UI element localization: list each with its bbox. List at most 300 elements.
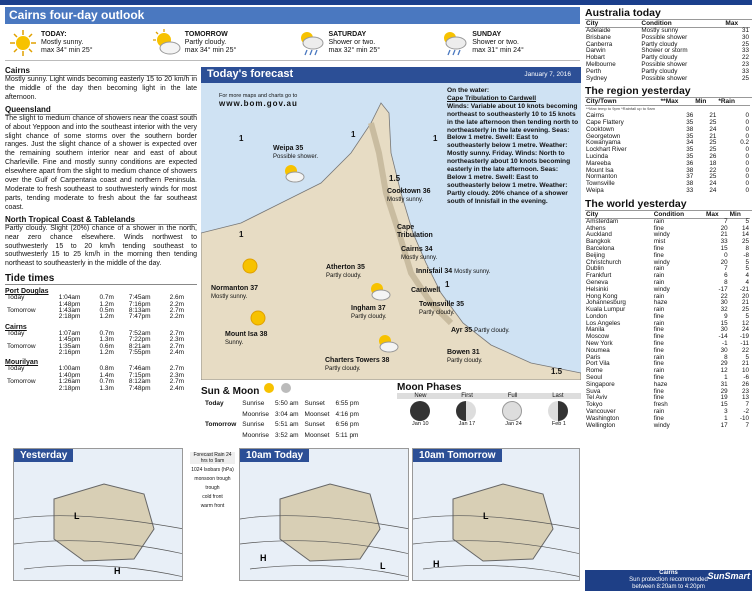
table-header: *Rain (717, 98, 750, 106)
phase-label: Full (507, 393, 518, 399)
svg-text:H: H (433, 559, 440, 569)
table-cell: 19 (720, 394, 728, 402)
table-cell: fine (653, 414, 664, 422)
queensland-heading: Queensland (5, 105, 197, 115)
table-cell: 36 (686, 159, 694, 167)
phase-labels (397, 393, 581, 399)
table-cell: -17 (718, 285, 728, 293)
marine-title: On the water: (447, 87, 490, 94)
legend-monsoon: monsoon trough (194, 476, 231, 482)
table-row (585, 76, 750, 83)
sun-icon (9, 29, 37, 57)
city-label (325, 357, 389, 373)
outlook-day-name: TOMORROW (184, 30, 228, 38)
table-cell: 29 (720, 360, 728, 368)
sun-moon-cell: Today (205, 400, 224, 407)
tide-cell: 1:00am (58, 365, 81, 373)
table-cell: 35 (686, 132, 694, 140)
table-cell: fine (653, 326, 664, 334)
table-cell: 33 (720, 238, 728, 246)
region-subnote (585, 106, 750, 113)
table-cell: Frankfurt (586, 272, 612, 280)
table-cell: 25 (709, 173, 717, 181)
table-cell: 29 (720, 387, 728, 395)
forecast-header (201, 67, 581, 83)
tide-cell: 7:48pm (128, 384, 151, 392)
table-cell: 26 (709, 152, 717, 160)
swell-marker: 1 (239, 134, 244, 143)
table-cell: 38 (686, 180, 694, 188)
table-cell: 0 (745, 125, 749, 133)
tide-cell: 0.6m (99, 342, 114, 350)
table-cell: Port Vila (586, 360, 610, 368)
table-cell: -14 (718, 333, 728, 341)
table-cell: 22 (720, 292, 728, 300)
table-cell: 21 (709, 112, 717, 120)
table-cell: fine (653, 224, 664, 232)
table-cell: Paris (586, 353, 601, 361)
outlook-day-cond: Shower or two. (328, 38, 376, 46)
city-name: Atherton 35 (326, 264, 365, 271)
region-subnote-text: **Max temp to 9pm *Rainfall up to 9am (586, 106, 655, 112)
table-cell: 35 (686, 118, 694, 126)
table-cell: 15 (720, 401, 728, 409)
moon-phases (397, 382, 581, 427)
sunsmart-banner (585, 570, 752, 591)
table-cell: rain (653, 265, 665, 273)
table-cell: rain (653, 367, 665, 375)
table-cell: -11 (740, 340, 749, 348)
city-label (273, 145, 318, 161)
table-cell: Cairns (586, 112, 605, 120)
table-cell: 7 (745, 421, 749, 429)
phase-icons (397, 401, 581, 421)
tide-cell: 2.7m (169, 378, 185, 386)
table-cell: windy (653, 421, 670, 429)
synoptic-chart (14, 449, 183, 581)
city-name: Cairns 34 (401, 246, 433, 253)
outlook-row (5, 25, 580, 61)
sun-moon-cell: 5:50 am (275, 400, 299, 407)
ntc-text: Partly cloudy. Slight (20%) chance of a shower in the north, near zero chance elsewhere. Winds northwest to southwesterly 15 to 20 km/h tending southeast to southwesterly 15 to 25 km/h in the morning then tending northeast to southeasterly in the middle of the day. (5, 224, 197, 268)
tide-cell: 2:18pm (58, 384, 81, 392)
tide-cell: 7:46am (128, 365, 151, 373)
table-cell: Amsterdam (586, 217, 619, 225)
tide-cell: 2.2m (169, 313, 185, 321)
table-cell: Partly cloudy (641, 67, 678, 75)
table-cell: 20 (720, 224, 728, 232)
table-cell: Darwin (586, 47, 606, 55)
city-label (411, 287, 440, 295)
city-name: Cape Tribulation (397, 224, 433, 239)
phase-label: New (414, 393, 427, 399)
outlook-day (293, 25, 437, 60)
table-cell: windy (653, 285, 670, 293)
table-header: City (585, 211, 653, 219)
tide-cell: 0.7m (99, 329, 114, 337)
sun-icon (262, 382, 276, 394)
table-cell: 22 (741, 54, 749, 62)
table-cell: 14 (741, 231, 749, 239)
table-cell: Perth (586, 67, 602, 75)
table-cell: Tel Aviv (586, 394, 608, 402)
sun-moon-row (203, 432, 361, 441)
svg-text:H: H (260, 553, 267, 563)
table-cell: 25 (741, 74, 749, 82)
table-cell: 21 (709, 132, 717, 140)
city-cond: Partly cloudy. (447, 358, 483, 364)
sun-moon-row (203, 400, 361, 409)
svg-text:L: L (74, 511, 80, 521)
table-cell: 25 (741, 306, 749, 314)
table-header: Condition (653, 211, 705, 219)
phase-date: Jan 24 (505, 421, 522, 427)
city-name: Ayr 35 (451, 327, 473, 334)
table-cell: Normanton (586, 173, 618, 181)
tide-cell: 2.4m (169, 349, 185, 357)
map-url[interactable]: www.bom.gov.au (219, 99, 298, 108)
table-cell: 34 (686, 139, 694, 147)
table-cell: 1 (724, 414, 728, 422)
tide-cell (5, 386, 57, 392)
table-cell: Vancouver (586, 408, 616, 416)
legend-trough: trough (205, 485, 220, 491)
table-cell: Tokyo (586, 401, 603, 409)
table-cell: 0.2 (740, 139, 749, 147)
table-cell: fine (653, 346, 664, 354)
table-cell: Possible shower (641, 33, 688, 41)
tide-cell: 0.8m (99, 365, 114, 373)
table-cell: Rome (586, 367, 603, 375)
table-cell: 0 (724, 251, 728, 259)
city-label (211, 285, 258, 301)
tide-cell: 2.6m (169, 294, 185, 302)
sun-moon-section (201, 382, 581, 442)
table-cell: 23 (741, 60, 749, 68)
tide-cell: 0.5m (99, 307, 114, 315)
table-cell: 9 (724, 312, 728, 320)
sun-moon-cell: Tomorrow (205, 421, 237, 428)
tide-cell: 2:18pm (58, 313, 81, 321)
table-row (585, 188, 750, 195)
partly-cloudy-icon (153, 29, 181, 57)
table-cell: Beijing (586, 251, 605, 259)
table-cell: Kuala Lumpur (586, 306, 626, 314)
city-name: Bowen 31 (447, 349, 480, 356)
region-table (585, 98, 750, 194)
table-cell: rain (653, 292, 665, 300)
city-label (351, 305, 387, 321)
table-cell: 8 (745, 244, 749, 252)
table-cell: 5 (745, 217, 749, 225)
synoptic-legend (190, 452, 235, 579)
table-header: Max (705, 211, 729, 219)
tide-cell: 0.7m (99, 294, 114, 302)
tide-cell: 7:22pm (128, 336, 151, 344)
forecast-map (201, 83, 581, 380)
table-cell: Barcelona (586, 244, 615, 252)
sun-moon-cell: 5:11 pm (335, 431, 359, 439)
table-cell: rain (653, 278, 665, 286)
tide-cell: 1:48pm (58, 300, 81, 308)
table-cell: 12 (720, 367, 728, 375)
table-cell: 15 (720, 319, 728, 327)
shower-icon (440, 29, 468, 57)
phase-date: Jan 10 (412, 421, 429, 427)
sun-moon-cell: 6:56 pm (335, 421, 359, 428)
tide-cell: 1:35am (58, 342, 81, 350)
table-cell: fine (653, 340, 664, 348)
table-cell: fine (653, 374, 664, 382)
table-cell: 22 (709, 166, 717, 174)
city-cond: Mostly sunny. (211, 294, 248, 300)
table-cell: Kowanyama (586, 139, 621, 147)
outlook-day (436, 25, 580, 60)
table-cell: Partly cloudy (641, 40, 678, 48)
table-cell: 21 (720, 231, 728, 239)
city-label (447, 349, 483, 365)
table-cell: Noumea (586, 346, 610, 354)
table-cell: 24 (709, 125, 717, 133)
table-cell: Christchurch (586, 258, 622, 266)
tide-tables (5, 288, 197, 392)
table-cell: fine (653, 360, 664, 368)
sun-moon-cell: Moonset (304, 410, 330, 418)
tide-cell: 2.7m (169, 342, 185, 350)
sun-moon-cell: 4:16 pm (335, 410, 359, 418)
tide-cell: 1.3m (99, 384, 114, 392)
table-cell: 26 (741, 380, 749, 388)
table-cell: 7 (724, 265, 728, 273)
table-cell: 5 (745, 353, 749, 361)
city-label (419, 301, 464, 317)
outlook-title: Cairns four-day outlook (5, 7, 580, 24)
table-cell: Brisbane (586, 33, 611, 41)
tide-cell: 1:40pm (58, 371, 81, 379)
table-header: Max (724, 20, 750, 28)
sun-moon-row (203, 421, 361, 430)
legend-rain: Forecast Rain 24 hrs to 9am (190, 452, 235, 464)
table-cell: rain (653, 408, 665, 416)
table-cell: 0 (745, 146, 749, 154)
cairns-text: Mostly sunny. Light winds becoming easterly 15 to 20 km/h in the middle of the day then becoming light in the late afternoon. (5, 76, 197, 101)
tide-cell: 1:07am (58, 329, 81, 337)
table-cell: 25 (709, 118, 717, 126)
table-cell: London (586, 312, 608, 320)
synoptic-chart (413, 449, 580, 581)
sun-moon-cell: Moonset (304, 431, 330, 439)
table-cell: Johannesburg (586, 299, 626, 307)
tide-cell: 2:16pm (58, 349, 81, 357)
table-header: City (585, 20, 640, 28)
swell-marker: 1 (239, 230, 244, 239)
sunsmart-line2: between 8:20am to 4:20pm (632, 584, 705, 590)
map-note-text: For more maps and charts go to (219, 93, 298, 99)
swell-marker: 1.5 (389, 174, 401, 183)
swell-marker: 1 (445, 280, 450, 289)
tide-cell: 7:16pm (128, 300, 151, 308)
tide-cell: 7:15pm (128, 371, 151, 379)
table-cell: Dublin (586, 265, 604, 273)
table-cell: rain (653, 319, 665, 327)
table-cell: Lucinda (586, 152, 609, 160)
table-cell: 3 (724, 408, 728, 416)
city-label (387, 188, 431, 204)
outlook-day-temps: max 32° min 25° (328, 46, 381, 54)
city-name: Normanton 37 (211, 285, 259, 292)
region-title: The region yesterday (585, 85, 752, 98)
table-cell: New York (586, 340, 613, 348)
table-cell: Adelaide (586, 27, 611, 34)
table-cell: rain (653, 272, 665, 280)
table-row (585, 423, 750, 430)
city-cond: Mostly sunny. (387, 197, 424, 203)
tide-cell: 7:52am (128, 329, 151, 337)
table-cell: -8 (743, 251, 749, 259)
tide-row (5, 314, 197, 320)
sun-moon-cell (203, 432, 238, 441)
outlook-day-cond: Partly cloudy. (184, 38, 227, 46)
phase-date: Jan 17 (458, 421, 476, 427)
table-cell: fine (653, 333, 664, 341)
table-cell: Manila (586, 326, 605, 334)
table-cell: Helsinki (586, 285, 609, 293)
table-cell: 38 (686, 166, 694, 174)
table-cell: 10 (741, 367, 749, 375)
right-column (585, 7, 752, 429)
table-cell: Mount Isa (586, 166, 614, 174)
table-cell: -1 (722, 340, 728, 348)
tide-row (5, 350, 197, 356)
sun-moon-cell: Sunrise (242, 400, 265, 407)
table-cell: 20 (741, 292, 749, 300)
world-table (585, 211, 750, 430)
table-cell: 4 (745, 278, 749, 286)
table-cell: 30 (720, 326, 728, 334)
table-cell: Georgetown (586, 132, 621, 140)
swell-marker: 1 (351, 130, 356, 139)
table-cell: windy (653, 258, 670, 266)
table-cell: Lockhart River (586, 146, 627, 154)
table-cell: 14 (741, 224, 749, 232)
sun-moon-cell: Sunset (304, 421, 325, 428)
tide-cell: 2.3m (169, 371, 185, 379)
tide-cell: 2.7m (169, 307, 185, 315)
marine-forecast (447, 87, 579, 206)
table-cell: 24 (741, 326, 749, 334)
table-cell: 7 (724, 217, 728, 225)
table-cell: 31 (741, 27, 749, 34)
moon-phases-title: Moon Phases (397, 382, 462, 393)
legend-isobars: 1024 Isobars (hPa) (191, 467, 234, 473)
marine-text: Winds: Variable about 10 knots becoming northeast to southeasterly 10 to 15 knots in the late afternoon then tending north to northeasterly in the late evening. Seas: Below 1 metre. Swell: East to southeasterly below 1 metre. Weather: Mostly sunny. Friday. Winds: North to northeasterly about 10 knots becoming easterly in the late afternoon. Seas: Below 1 metre. Swell: East to southeasterly below 1 metre. Weather: Partly cloudy. 20% chance of a shower south of Innisfail in the evening. (447, 102, 579, 205)
table-header: Min (729, 211, 750, 219)
table-cell: 20 (720, 258, 728, 266)
sun-moon-cell: 3:52 am (275, 431, 299, 439)
table-cell: fresh (653, 401, 668, 409)
table-cell: Partly cloudy (641, 54, 678, 62)
table-cell: -2 (743, 408, 749, 416)
table-header: Min (694, 98, 717, 106)
table-cell: fine (653, 312, 664, 320)
city-cond: Partly cloudy. (419, 310, 455, 316)
table-row (585, 181, 750, 188)
table-cell: 30 (720, 346, 728, 354)
table-cell: 15 (720, 244, 728, 252)
table-cell: Suva (586, 387, 601, 395)
cairns-heading: Cairns (5, 66, 197, 76)
tide-location: Mourilyan (5, 359, 39, 367)
table-cell: 32 (720, 306, 728, 314)
table-cell: Bangkok (586, 238, 611, 246)
table-header: City/Town (585, 98, 660, 106)
table-cell: 0 (745, 186, 749, 194)
table-cell: 30 (741, 33, 749, 41)
city-name: Weipa 35 (273, 145, 304, 152)
outlook-day-temps: max 34° min 25° (184, 46, 237, 54)
table-cell: Possible shower (641, 74, 688, 82)
city-cond: Partly cloudy. (474, 328, 510, 334)
table-cell: 0 (745, 112, 749, 120)
sun-moon-row (203, 411, 361, 420)
tide-cell: 1:04am (58, 294, 81, 302)
table-cell: -6 (743, 374, 749, 382)
table-cell: 5 (745, 312, 749, 320)
city-cond: Mostly sunny. (401, 255, 438, 261)
legend-cold-front: cold front (202, 494, 223, 500)
tide-table (5, 295, 197, 321)
sunsmart-logo: SunSmart (707, 571, 750, 581)
tide-cell: Today (7, 294, 25, 302)
phase-dates (397, 421, 581, 427)
table-cell: 0 (745, 159, 749, 167)
outlook-day-name: SUNDAY (472, 30, 502, 38)
sun-moon-cell (203, 411, 238, 420)
table-cell: fine (653, 387, 664, 395)
table-cell: Auckland (586, 231, 612, 239)
sun-moon-cell: Sunset (304, 400, 325, 407)
tide-cell: 1:45pm (58, 336, 81, 344)
table-cell: Athens (586, 224, 606, 232)
top-strip (0, 0, 752, 5)
australia-table (585, 20, 750, 82)
table-cell: 0 (745, 180, 749, 188)
table-cell: 22 (741, 346, 749, 354)
city-label (225, 331, 267, 347)
table-cell: Seoul (586, 374, 603, 382)
sun-moon-cell: 5:51 am (275, 421, 299, 428)
table-cell: 35 (686, 152, 694, 160)
outlook-day-name: SATURDAY (328, 30, 367, 38)
table-cell: Washington (586, 414, 620, 422)
tide-cell (5, 350, 57, 356)
tide-cell: 1:26am (58, 378, 81, 386)
table-cell: windy (653, 231, 670, 239)
table-cell: Wellington (586, 421, 616, 429)
svg-text:L: L (483, 511, 489, 521)
table-cell: Cape Flattery (586, 118, 624, 126)
table-cell: Canberra (586, 40, 613, 48)
table-cell: Cooktown (586, 125, 615, 133)
table-cell: Townsville (586, 180, 615, 188)
city-label (416, 268, 490, 276)
sun-icon (245, 305, 271, 331)
table-cell: haze (653, 299, 668, 307)
new-moon-icon (410, 401, 430, 421)
city-cond: Sunny. (225, 340, 244, 346)
city-cond: Mostly sunny. (454, 269, 491, 275)
table-cell: Possible shower (641, 60, 688, 68)
